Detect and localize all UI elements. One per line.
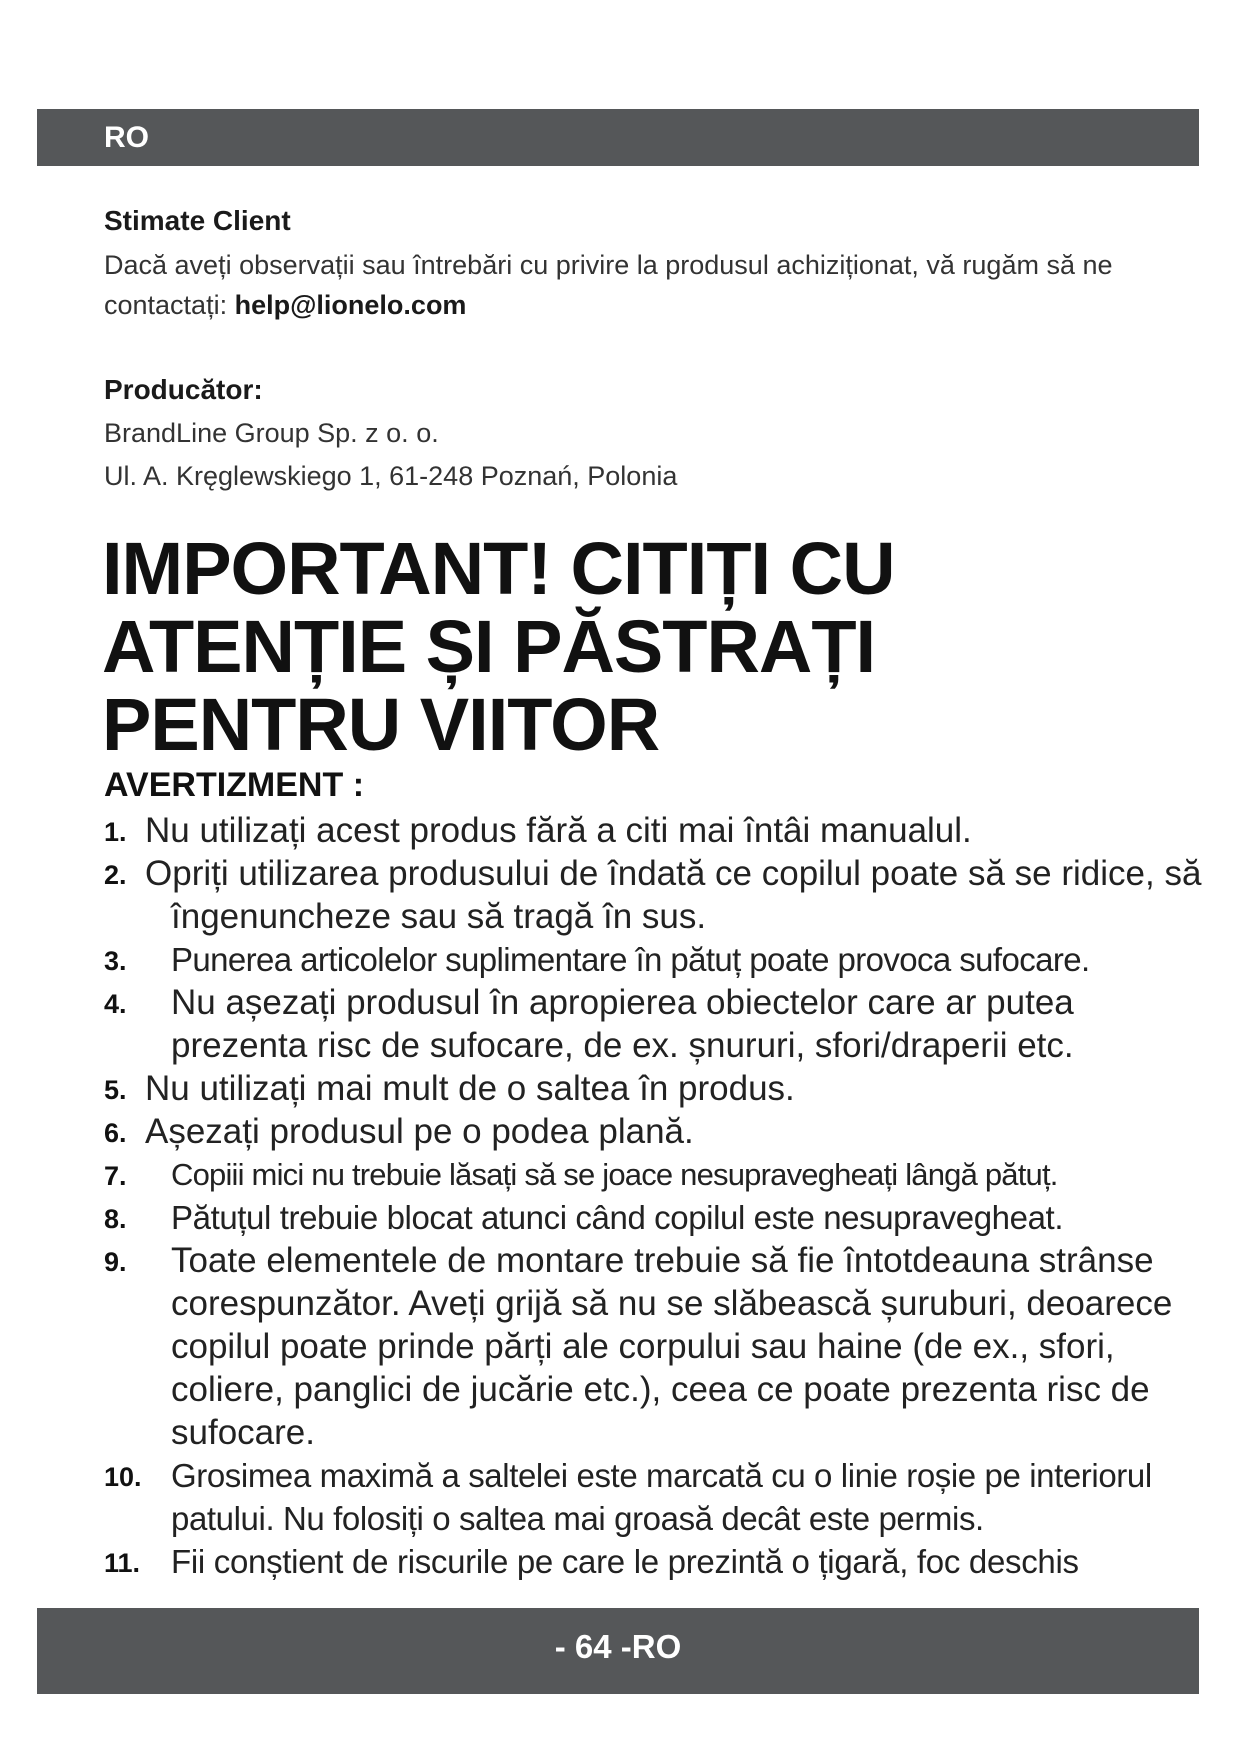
contact-text [104, 245, 1204, 325]
warning-number: 8. [104, 1204, 127, 1234]
warning-item [104, 1067, 1214, 1110]
important-line-1: IMPORTANT! CITIȚI CU [102, 527, 895, 610]
warning-item [104, 1196, 1214, 1239]
warning-number: 1. [104, 817, 127, 847]
warning-number: 4. [104, 989, 127, 1019]
producer-address: Ul. A. Kręglewskiego 1, 61-248 Poznań, Polonia [104, 461, 678, 491]
warning-text: Așezați produsul pe o podea plană. [145, 1112, 694, 1151]
warning-text: Nu utilizați mai mult de o saltea în produs. [145, 1069, 795, 1108]
warning-item [104, 938, 1214, 981]
warning-number: 7. [104, 1161, 127, 1191]
important-line-2: ATENȚIE ȘI PĂSTRAȚI [102, 605, 876, 688]
contact-section [104, 205, 1204, 325]
warning-number: 6. [104, 1118, 127, 1148]
producer-section [104, 374, 1204, 498]
contact-message: Dacă aveți observații sau întrebări cu privire la produsul achiziționat, vă rugăm să ne contactați: [104, 250, 1113, 320]
warning-number: 5. [104, 1075, 127, 1105]
warning-number: 11. [104, 1548, 141, 1578]
warning-item [104, 1454, 1214, 1540]
warning-text: Opriți utilizarea produsului de îndată ce copilul poate să se ridice, să îngenuncheze sau să tragă în sus. [145, 854, 1202, 936]
warning-number: 9. [104, 1247, 127, 1277]
warning-text: Pătuțul trebuie blocat atunci când copilul este nesupravegheat. [171, 1199, 1064, 1236]
language-code: RO [104, 121, 149, 154]
footer-bar [37, 1608, 1199, 1694]
warning-text: Fii conștient de riscurile pe care le prezintă o țigară, foc deschis [171, 1543, 1079, 1580]
warning-item [104, 981, 1214, 1067]
warning-list [104, 809, 1214, 1583]
producer-title: Producător: [104, 374, 263, 405]
page-number: - 64 -RO [554, 1628, 682, 1665]
warning-text: Nu utilizați acest produs fără a citi mai întâi manualul. [145, 811, 972, 850]
warning-text: Toate elementele de montare trebuie să fie întotdeauna strânse corespunzător. Aveți grijă să nu se slăbească șuruburi, deoarece copilul poate prinde părți ale corpului sau haine (de ex., sfori, coliere, panglici de jucărie etc.), ceea ce poate prezenta risc de sufocare. [171, 1241, 1173, 1452]
warning-text: Nu așezați produsul în apropierea obiectelor care ar putea prezenta risc de sufocare, de ex. șnururi, sfori/draperii etc. [171, 983, 1074, 1065]
warning-number: 2. [104, 860, 127, 890]
header-bar [37, 109, 1199, 166]
warning-item [104, 1239, 1214, 1454]
warning-item [104, 1153, 1214, 1196]
warning-title: AVERTIZMENT : [104, 766, 365, 804]
warning-number: 10. [104, 1462, 142, 1492]
warning-item [104, 1110, 1214, 1153]
important-heading [102, 527, 1202, 766]
warning-number: 3. [104, 946, 127, 976]
warning-item [104, 852, 1214, 938]
warning-text: Grosimea maximă a saltelei este marcată cu o linie roșie pe interiorul patului. Nu folosiți o saltea mai groasă decât este permis. [171, 1457, 1152, 1537]
important-line-3: PENTRU VIITOR [102, 683, 660, 766]
producer-company: BrandLine Group Sp. z o. o. [104, 418, 439, 448]
contact-title: Stimate Client [104, 205, 291, 236]
warning-text: Copiii mici nu trebuie lăsați să se joace nesupravegheați lângă pătuț. [171, 1157, 1058, 1192]
warning-text: Punerea articolelor suplimentare în pătuț poate provoca sufocare. [171, 941, 1090, 978]
warning-item [104, 809, 1214, 852]
contact-email-link[interactable]: help@lionelo.com [234, 290, 467, 320]
warning-item [104, 1540, 1214, 1583]
